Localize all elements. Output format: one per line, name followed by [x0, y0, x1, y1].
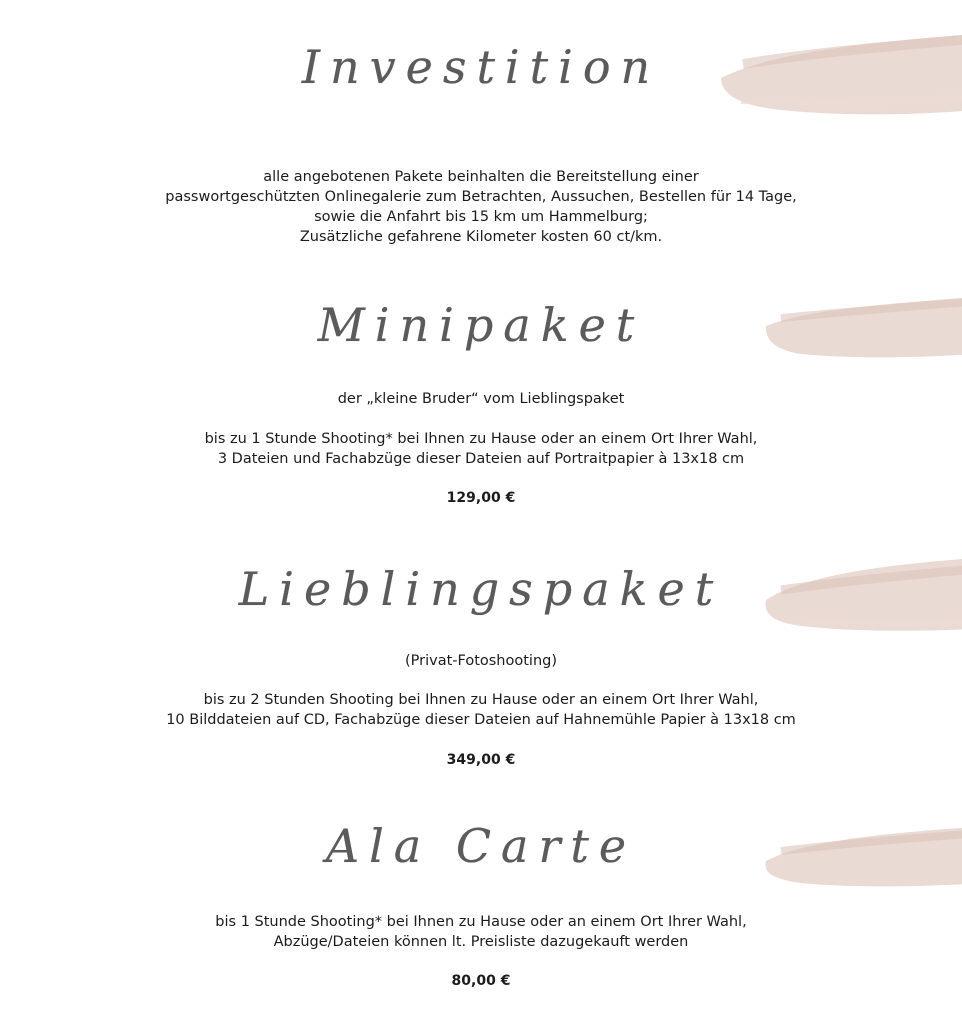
minipaket-heading: [0, 278, 962, 378]
ala-carte-price: 80,00 €: [451, 973, 511, 989]
ala-carte-heading: [0, 805, 962, 900]
minipaket-line-2: 3 Dateien und Fachabzüge dieser Dateien auf Portraitpapier à 13x18 cm: [217, 451, 745, 467]
ala-carte-line-1: bis 1 Stunde Shooting* bei Ihnen zu Hause oder an einem Ort Ihrer Wahl,: [215, 914, 747, 930]
lieblingspaket-line-1: bis zu 2 Stunden Shooting bei Ihnen zu Hause oder an einem Ort Ihrer Wahl,: [203, 692, 759, 708]
minipaket-subtitle: der „kleine Bruder“ vom Lieblingspaket: [337, 391, 625, 407]
investition-line-3: sowie die Anfahrt bis 15 km um Hammelburg;: [314, 209, 648, 225]
section-title: Minipaket: [317, 298, 645, 352]
investition-heading: [0, 0, 962, 130]
lieblingspaket-heading: [0, 540, 962, 650]
lieblingspaket-line-2: 10 Bilddateien auf CD, Fachabzüge dieser Dateien auf Hahnemühle Papier à 13x18 cm: [166, 712, 796, 728]
minipaket-price: 129,00 €: [446, 490, 516, 506]
investition-line-4: Zusätzliche gefahrene Kilometer kosten 60 ct/km.: [299, 229, 663, 245]
ala-carte-line-2: Abzüge/Dateien können lt. Preisliste dazugekauft werden: [273, 934, 689, 950]
section-title: Ala Carte: [325, 819, 637, 873]
lieblingspaket-price: 349,00 €: [446, 752, 516, 768]
lieblingspaket-subtitle: (Privat-Fotoshooting): [404, 653, 558, 669]
minipaket-line-1: bis zu 1 Stunde Shooting* bei Ihnen zu Hause oder an einem Ort Ihrer Wahl,: [204, 431, 758, 447]
investition-line-1: alle angebotenen Pakete beinhalten die Bereitstellung einer: [263, 169, 699, 185]
investition-line-2: passwortgeschützten Onlinegalerie zum Betrachten, Aussuchen, Bestellen für 14 Tage,: [165, 189, 797, 205]
section-title: Lieblingspaket: [238, 562, 724, 616]
section-title: Investition: [301, 40, 661, 94]
